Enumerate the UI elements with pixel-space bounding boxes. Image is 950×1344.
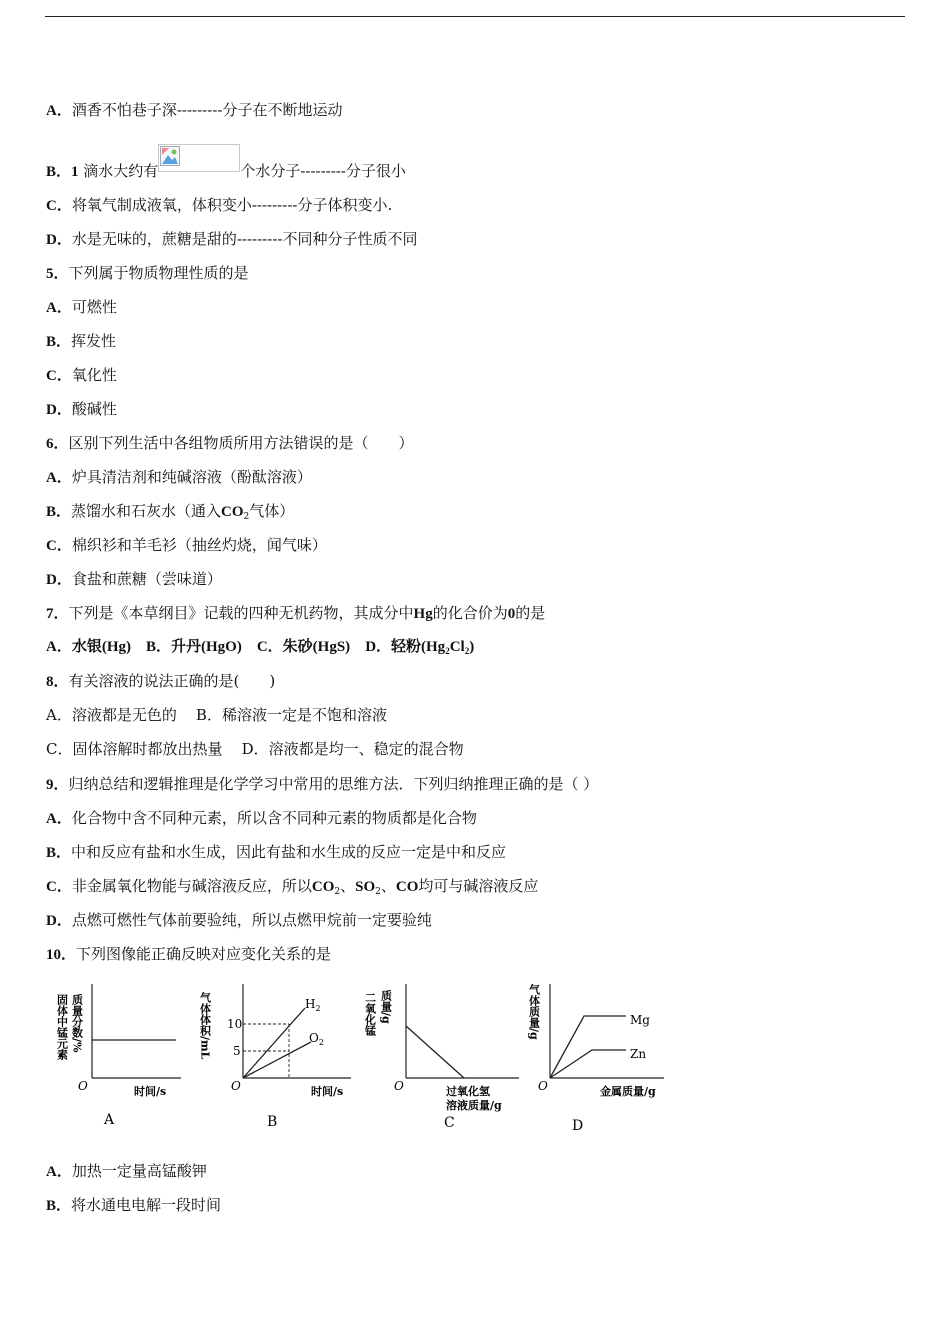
q5-option-a [46, 297, 117, 318]
graph-b-label: B [267, 1114, 278, 1130]
graph-b-o2-line [243, 1042, 311, 1078]
q8-option-b: B．稀溶液一定是不饱和溶液 [195, 706, 387, 724]
question-text: 下列图像能正确反映对应变化关系的是 [76, 945, 332, 963]
q6-option-a [46, 467, 312, 488]
graph-a-xlabel: 时间/s [134, 1085, 167, 1098]
option-text: 棉织衫和羊毛衫（抽丝灼烧，闻气味） [71, 536, 327, 554]
q8-options-cd [46, 739, 464, 759]
question-text-b: 的化合价为 [432, 604, 508, 622]
question-text: 区别下列生活中各组物质所用方法错误的是（ ） [68, 434, 414, 452]
question-number: 7． [46, 606, 69, 622]
question-text-c: 的是 [515, 604, 546, 622]
graph-figures [46, 978, 686, 1138]
option-c-line [46, 195, 392, 216]
graph-c-label: C [444, 1115, 455, 1131]
option-a-line [46, 100, 342, 121]
q10-option-a [46, 1161, 207, 1182]
graph-b-o2-text: O [309, 1031, 319, 1045]
chem-hg: Hg [413, 606, 433, 622]
option-text-a: 蒸馏水和石灰水（通入 [71, 502, 222, 520]
separator: 、 [340, 877, 356, 895]
option-text: 中和反应有盐和水生成，因此有盐和水生成的反应一定是中和反应 [71, 843, 507, 861]
question-number: 6． [46, 436, 69, 452]
graph-a-ylabel-1: 固体中锰元素 [55, 994, 69, 1060]
graph-c-ylabel-1: 二氧化锰 [363, 992, 377, 1036]
option-text: 将水通电电解一段时间 [71, 1196, 222, 1214]
option-label: C． [46, 879, 72, 895]
q7-option-d [365, 639, 474, 655]
q6-option-c [46, 535, 327, 556]
option-label: A． [46, 1164, 72, 1180]
q8-option-d: D．溶液都是均一、稳定的混合物 [241, 740, 464, 758]
question-10 [46, 944, 331, 965]
graph-b-tick-10: 10 [227, 1017, 243, 1031]
chem-formula: CO [221, 504, 244, 520]
graph-c-xlabel-1: 过氧化氢 [446, 1085, 490, 1098]
option-text: 食盐和蔗糖（尝味道） [71, 570, 222, 588]
option-b-line [46, 144, 406, 182]
question-text: 归纳总结和逻辑推理是化学学习中常用的思维方法．下列归纳推理正确的是（ ） [68, 775, 599, 793]
option-text-a: 非金属氧化物能与碱溶液反应，所以 [71, 877, 312, 895]
option-text: 酒香不怕巷子深---------分子在不断地运动 [71, 101, 343, 119]
option-label: D． [46, 572, 72, 588]
formula-part: ) [469, 639, 475, 655]
option-label: C． [46, 368, 72, 384]
option-text: 炉具清洁剂和纯碱溶液（酚酞溶液） [71, 468, 312, 486]
option-text: 氧化性 [71, 366, 117, 384]
subscript: 2 [334, 887, 341, 897]
q9-option-c [46, 876, 538, 897]
graph-b-h2-text: H [305, 997, 316, 1011]
graph-d-xlabel: 金属质量/g [600, 1085, 656, 1098]
graph-b-o2-label [309, 1031, 324, 1047]
option-label: A． [46, 470, 72, 486]
graph-a-label: A [104, 1112, 115, 1128]
option-label: C． [46, 538, 72, 554]
graph-b [198, 978, 361, 1138]
number-one: 1 [71, 164, 79, 180]
question-text: 有关溶液的说法正确的是( ) [68, 672, 276, 690]
graph-b-ylabel: 气体体积/mL [198, 992, 212, 1060]
q10-option-b [46, 1195, 221, 1216]
graph-d-origin: O [538, 1079, 548, 1093]
subscript: 2 [464, 646, 470, 656]
option-label: D． [46, 232, 72, 248]
subscript: 2 [375, 887, 381, 897]
graph-d-zn-label: Zn [630, 1047, 647, 1061]
option-label: B． [46, 845, 72, 861]
option-label: A． [46, 103, 72, 119]
option-label: B． [46, 1198, 72, 1214]
graph-c-curve [406, 1026, 464, 1078]
graph-d-zn-curve [550, 1050, 626, 1078]
graph-b-tick-5: 5 [233, 1044, 241, 1058]
separator: 、 [380, 877, 396, 895]
graph-a-ylabel-2: 质量分数/% [70, 994, 84, 1053]
q5-option-d [46, 399, 117, 420]
q5-option-c [46, 365, 117, 386]
chem-co: CO [395, 879, 419, 895]
option-label: A． [46, 300, 72, 316]
graph-b-h2-label [305, 997, 321, 1013]
graph-c-ylabel-2: 质量/g [379, 990, 393, 1024]
option-label: B． [46, 504, 72, 520]
formula-part: D．轻粉(Hg [365, 639, 446, 655]
graph-b-o2-sub: 2 [318, 1038, 324, 1047]
graph-d-label: D [572, 1118, 584, 1134]
question-number: 8． [46, 674, 69, 690]
graph-c-xlabel-2: 溶液质量/g [446, 1099, 502, 1112]
option-label: B． [46, 164, 72, 180]
question-number: 9． [46, 777, 69, 793]
graph-a [46, 978, 196, 1138]
q7-option-c: C．朱砂(HgS) [256, 639, 351, 655]
option-text: 将氧气制成液氧，体积变小---------分子体积变小. [71, 196, 393, 214]
graph-d-ylabel: 气体质量/g [527, 984, 541, 1040]
subscript: 2 [445, 646, 450, 656]
option-label: D． [46, 913, 72, 929]
broken-image-icon [158, 144, 240, 172]
chem-co2: CO [311, 879, 335, 895]
question-number: 5． [46, 266, 69, 282]
question-text: 下列属于物质物理性质的是 [68, 264, 249, 282]
graph-c [364, 978, 524, 1138]
question-number: 10． [46, 947, 77, 963]
q9-option-b [46, 842, 506, 863]
graph-d-mg-curve [550, 1016, 626, 1078]
graph-d-mg-label: Mg [630, 1013, 650, 1027]
q8-options-ab [46, 705, 387, 725]
graph-c-origin: O [394, 1079, 404, 1093]
q6-option-b [46, 501, 294, 522]
option-text: 点燃可燃性气体前要验纯，所以点燃甲烷前一定要验纯 [71, 911, 432, 929]
header-rule [45, 16, 905, 17]
q7-options [46, 637, 474, 657]
question-text-a: 下列是《本草纲目》记载的四种无机药物，其成分中 [68, 604, 414, 622]
q7-option-a: A．水银(Hg) [46, 639, 131, 655]
question-7 [46, 603, 545, 624]
graph-b-xlabel: 时间/s [311, 1085, 344, 1098]
q9-option-d [46, 910, 432, 931]
option-text-b: 均可与碱溶液反应 [418, 877, 539, 895]
q7-option-b: B．升丹(HgO) [146, 639, 242, 655]
graph-b-h2-line [243, 1008, 305, 1078]
graph-b-origin: O [231, 1079, 241, 1093]
option-text: 酸碱性 [71, 400, 117, 418]
option-text: 可燃性 [71, 298, 117, 316]
q8-option-c: C．固体溶解时都放出热量 [46, 740, 223, 758]
q9-option-a [46, 808, 477, 829]
question-5 [46, 263, 249, 284]
option-text: 挥发性 [71, 332, 117, 350]
subscript: 2 [243, 512, 250, 522]
option-label: D． [46, 402, 72, 418]
q8-option-a: A．溶液都是无色的 [46, 706, 177, 724]
option-label: C． [46, 198, 72, 214]
q5-option-b [46, 331, 116, 352]
question-6 [46, 433, 414, 454]
question-9 [46, 774, 598, 795]
option-text: 加热一定量高锰酸钾 [71, 1162, 207, 1180]
option-d-line [46, 229, 417, 250]
q6-option-d [46, 569, 222, 590]
graph-a-origin: O [78, 1079, 88, 1093]
option-label: A． [46, 811, 72, 827]
option-text-b: 气体） [249, 502, 295, 520]
number-zero: 0 [507, 606, 516, 622]
option-text-b: 个水分子---------分子很小 [240, 162, 406, 180]
chem-so2: SO [355, 879, 376, 895]
option-text-a: 滴水大约有 [83, 162, 159, 180]
option-label: B． [46, 334, 72, 350]
question-8 [46, 671, 275, 692]
option-text: 化合物中含不同种元素，所以含不同种元素的物质都是化合物 [71, 809, 477, 827]
formula-part: Cl [449, 639, 465, 655]
graph-b-h2-sub: 2 [315, 1004, 321, 1013]
option-text: 水是无味的，蔗糖是甜的---------不同种分子性质不同 [71, 230, 418, 248]
graph-d [524, 978, 686, 1138]
